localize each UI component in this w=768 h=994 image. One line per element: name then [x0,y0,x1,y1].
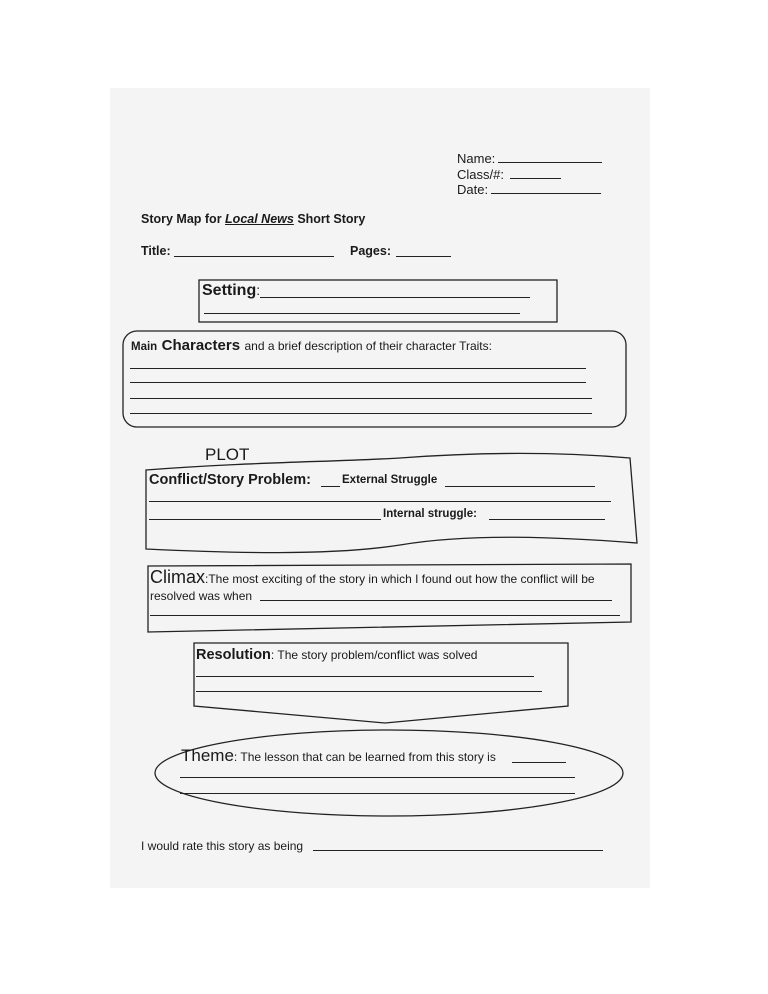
theme-blank[interactable] [512,762,566,763]
climax-heading [150,567,595,588]
name-label: Name: [457,151,496,166]
climax-line-2[interactable] [150,615,620,616]
climax-text-2: resolved was when [150,589,253,603]
resolution-label: Resolution [196,647,271,663]
theme-ellipse [155,730,623,816]
date-blank[interactable] [491,193,601,194]
plot-label: PLOT [205,445,250,464]
setting-line-2[interactable] [204,313,520,314]
resolution-heading [196,646,477,664]
characters-line-2[interactable] [130,382,586,383]
story-map-prefix: Story Map for [141,212,222,226]
characters-line-4[interactable] [130,413,592,414]
date-label: Date: [457,182,489,197]
theme-line-1[interactable] [180,777,575,778]
characters-line-3[interactable] [130,398,592,399]
conflict-label: Conflict/Story Problem: [149,472,311,488]
theme-line-2[interactable] [180,793,575,794]
external-struggle-blank[interactable] [445,486,595,487]
conflict-line-2[interactable] [149,501,611,502]
setting-line-1[interactable] [260,297,530,298]
external-struggle-label: External Struggle [342,474,438,486]
class-label: Class/#: [457,167,504,182]
conflict-banner [146,454,637,553]
characters-label: Characters [161,337,241,354]
conflict-line-3[interactable] [149,519,381,520]
story-map-heading [141,212,365,226]
story-name: Local News [225,212,294,226]
internal-struggle-label: Internal struggle: [383,508,477,520]
characters-line-1[interactable] [130,368,586,369]
internal-struggle-blank[interactable] [489,519,605,520]
theme-label: Theme [181,746,234,765]
characters-heading [131,337,492,355]
climax-text-1: :The most exciting of the story in which I found out how the conflict will be [205,572,595,586]
pages-label: Pages: [350,244,391,258]
rating-text: I would rate this story as being [141,839,304,853]
theme-text: : The lesson that can be learned from this story is [233,750,496,764]
characters-instructions: and a brief description of their character Traits: [244,339,492,353]
resolution-text: : The story problem/conflict was solved [270,648,478,662]
climax-label: Climax [150,567,206,587]
pages-blank[interactable] [396,256,451,257]
rating-blank[interactable] [313,850,603,851]
name-blank[interactable] [498,162,602,163]
title-blank[interactable] [174,256,334,257]
characters-main: Main [131,341,158,353]
climax-line-1[interactable] [260,600,612,601]
setting-colon: : [256,282,261,298]
theme-heading [181,746,496,766]
class-blank[interactable] [510,178,561,179]
story-map-suffix: Short Story [297,212,366,226]
title-label: Title: [141,244,171,258]
setting-heading [202,282,260,300]
conflict-pre-blank[interactable] [321,486,340,487]
resolution-line-2[interactable] [196,691,542,692]
resolution-line-1[interactable] [196,676,534,677]
setting-label: Setting [202,282,257,299]
